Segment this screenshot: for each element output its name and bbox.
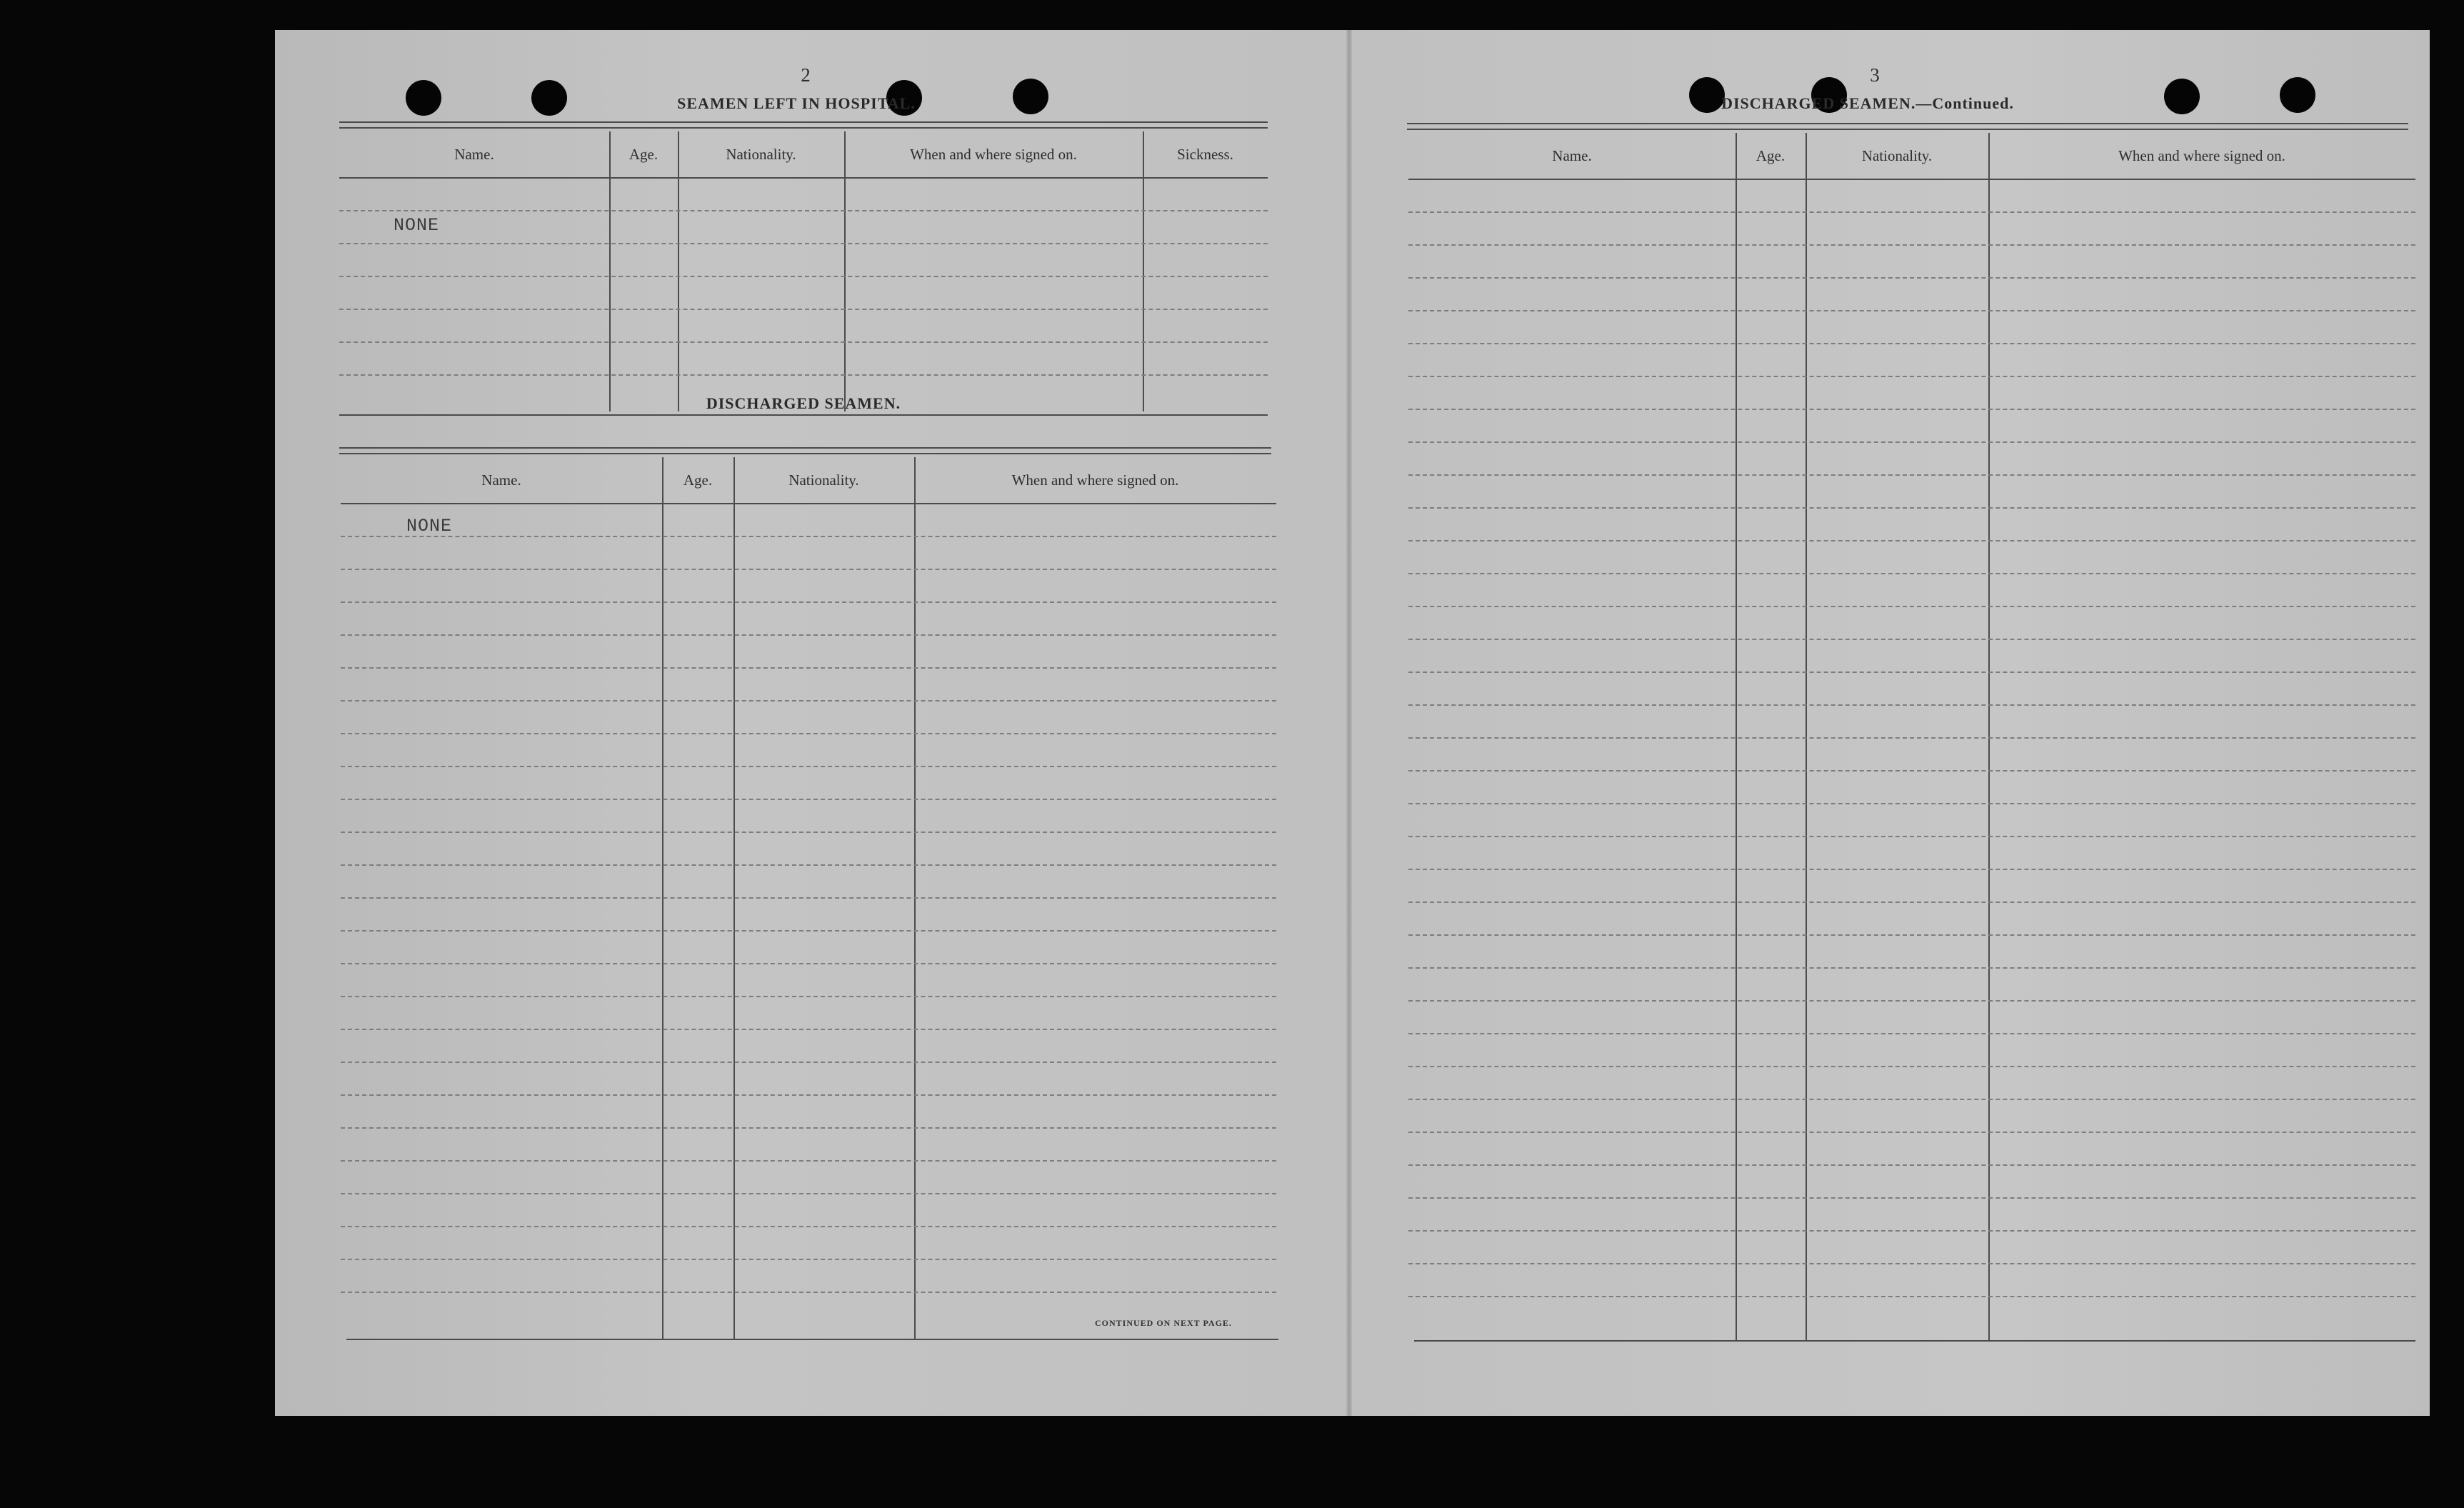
table-row xyxy=(341,996,1276,997)
document-sheet xyxy=(275,30,2430,1416)
table-row xyxy=(1408,211,2415,213)
punch-hole xyxy=(1013,79,1048,114)
hospital-section-title: SEAMEN LEFT IN HOSPITAL. xyxy=(677,94,916,112)
table-row xyxy=(1408,573,2415,574)
bottom-rule xyxy=(346,1339,1278,1340)
hospital-entry-name: NONE xyxy=(394,215,440,236)
discharged-table xyxy=(341,457,1276,1339)
table-row xyxy=(341,963,1276,964)
column-header-nationality: Nationality. xyxy=(726,145,796,163)
table-row xyxy=(1408,671,2415,673)
column-header-name: Name. xyxy=(481,471,521,489)
section-rule xyxy=(339,447,1271,449)
column-divider xyxy=(1143,131,1144,411)
table-row xyxy=(1408,704,2415,706)
top-rule xyxy=(339,127,1268,129)
table-row xyxy=(341,667,1276,669)
table-row xyxy=(339,243,1268,244)
bottom-rule xyxy=(1414,1340,2415,1342)
table-row xyxy=(1408,639,2415,640)
column-header-signed-on: When and where signed on. xyxy=(2118,146,2285,164)
table-row xyxy=(1408,1132,2415,1133)
table-row xyxy=(1408,507,2415,509)
table-row xyxy=(341,766,1276,767)
table-row xyxy=(341,569,1276,570)
table-row xyxy=(1408,1164,2415,1166)
column-header-age: Age. xyxy=(628,145,658,163)
hospital-table xyxy=(339,131,1268,411)
discharged-entry-name: NONE xyxy=(406,516,453,536)
table-row xyxy=(341,1094,1276,1096)
table-row xyxy=(1408,1197,2415,1199)
table-row xyxy=(1408,474,2415,476)
column-divider xyxy=(1736,133,1737,1340)
punch-hole xyxy=(2280,77,2315,113)
table-row xyxy=(341,733,1276,734)
column-header-age: Age. xyxy=(683,471,713,489)
table-row xyxy=(341,799,1276,800)
table-row xyxy=(1408,441,2415,443)
column-divider xyxy=(609,131,611,411)
column-header-nationality: Nationality. xyxy=(788,471,859,489)
table-row xyxy=(1408,540,2415,541)
table-row xyxy=(341,700,1276,701)
column-header-nationality: Nationality. xyxy=(1861,146,1933,164)
column-header-name: Name. xyxy=(1552,146,1592,164)
table-header xyxy=(341,457,1276,504)
table-row xyxy=(341,897,1276,899)
table-row xyxy=(1408,869,2415,870)
table-row xyxy=(339,210,1268,211)
column-divider xyxy=(844,131,846,411)
discharged-section-title: DISCHARGED SEAMEN. xyxy=(706,394,901,412)
column-header-sickness: Sickness. xyxy=(1177,145,1233,163)
table-row xyxy=(1408,310,2415,311)
column-header-signed-on: When and where signed on. xyxy=(910,145,1077,163)
table-row xyxy=(341,1193,1276,1194)
column-header-age: Age. xyxy=(1756,146,1786,164)
table-row xyxy=(1408,1066,2415,1067)
table-row xyxy=(1408,1230,2415,1232)
table-row xyxy=(1408,277,2415,279)
table-row xyxy=(1408,1263,2415,1264)
page-fold xyxy=(1346,30,1352,1416)
table-row xyxy=(1408,934,2415,936)
table-row xyxy=(341,930,1276,932)
top-rule xyxy=(1407,129,2408,130)
top-rule xyxy=(1407,123,2408,124)
table-row xyxy=(341,1160,1276,1162)
table-row xyxy=(1408,606,2415,607)
table-row xyxy=(339,341,1268,343)
table-row xyxy=(1408,836,2415,837)
table-row xyxy=(341,864,1276,866)
table-row xyxy=(341,634,1276,636)
page-number: 3 xyxy=(1870,64,1880,86)
table-row xyxy=(1408,1000,2415,1002)
table-row xyxy=(341,601,1276,603)
top-rule xyxy=(339,121,1268,123)
table-row xyxy=(1408,770,2415,772)
table-row xyxy=(341,1259,1276,1260)
punch-hole xyxy=(2164,79,2200,114)
table-header xyxy=(1408,133,2415,180)
table-row xyxy=(341,1292,1276,1293)
punch-hole xyxy=(406,80,441,116)
punch-hole xyxy=(531,80,567,116)
discharged-continued-title: DISCHARGED SEAMEN.—Continued. xyxy=(1721,94,2014,112)
table-row xyxy=(339,276,1268,277)
table-row xyxy=(1408,376,2415,377)
table-row xyxy=(1408,803,2415,804)
column-header-signed-on: When and where signed on. xyxy=(1011,471,1179,489)
table-row xyxy=(1408,1296,2415,1297)
table-row xyxy=(1408,1033,2415,1034)
table-row xyxy=(339,309,1268,310)
page-number: 2 xyxy=(801,64,811,86)
discharged-continued-table xyxy=(1408,133,2415,1340)
table-row xyxy=(341,1127,1276,1129)
column-header-name: Name. xyxy=(454,145,494,163)
table-row xyxy=(339,374,1268,376)
table-row xyxy=(1408,409,2415,410)
table-row xyxy=(1408,737,2415,739)
table-row xyxy=(341,832,1276,833)
table-row xyxy=(1408,902,2415,903)
table-row xyxy=(341,1029,1276,1030)
table-row xyxy=(1408,1099,2415,1100)
table-row xyxy=(341,1226,1276,1227)
section-rule xyxy=(339,453,1271,454)
table-row xyxy=(1408,967,2415,969)
section-rule xyxy=(339,414,1268,416)
table-row xyxy=(1408,343,2415,344)
table-row xyxy=(341,1062,1276,1063)
column-divider xyxy=(678,131,679,411)
table-row xyxy=(1408,244,2415,246)
continued-note: CONTINUED ON NEXT PAGE. xyxy=(1095,1318,1232,1328)
column-divider xyxy=(1988,133,1990,1340)
column-divider xyxy=(1806,133,1807,1340)
table-row xyxy=(341,536,1276,537)
table-header xyxy=(339,131,1268,179)
